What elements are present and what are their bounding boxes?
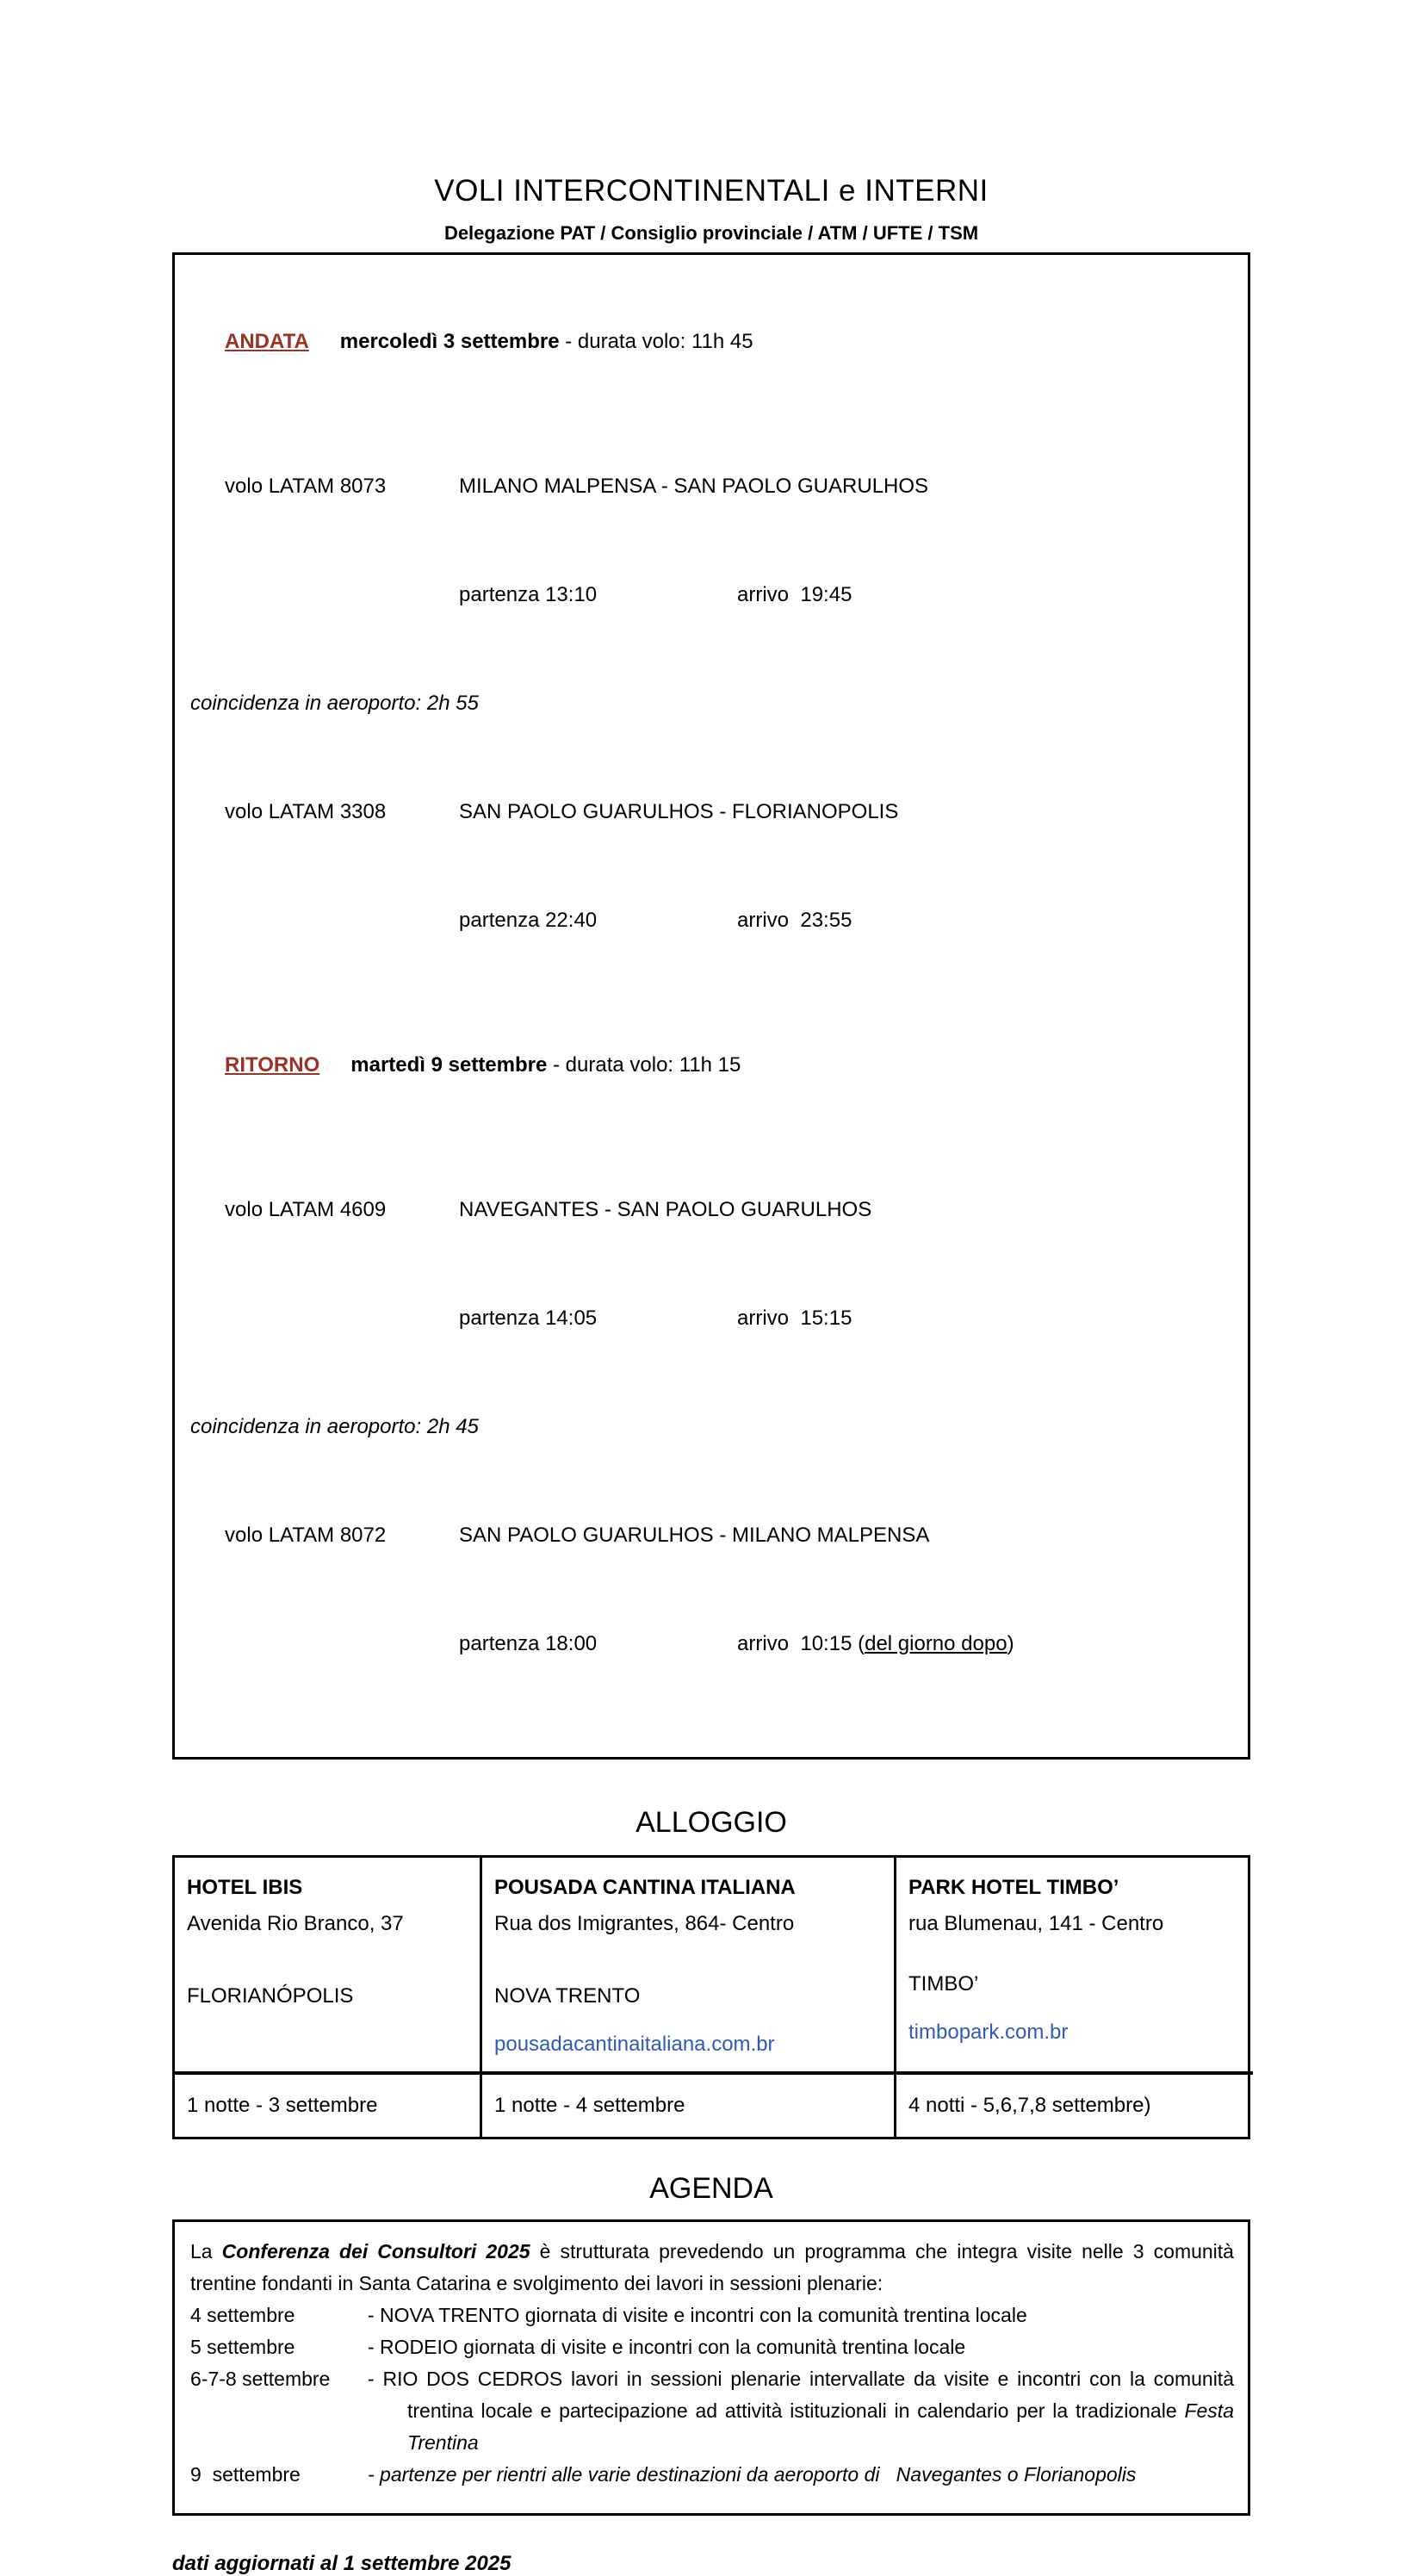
agenda-item-text-main: - RIO DOS CEDROS lavori in sessioni plenarie intervallate da visite e incontri con la comunità trentina locale e partecipazione ad attività istituzionali in calendario per la tradizionale bbox=[368, 2368, 1240, 2422]
andata-leg2-route: SAN PAOLO GUARULHOS - FLORIANOPOLIS bbox=[459, 800, 899, 823]
andata-leg1-route-line bbox=[190, 432, 1235, 541]
ritorno-leg2-flight-number: volo LATAM 8072 bbox=[225, 1524, 387, 1547]
spacer bbox=[187, 2014, 471, 2027]
ritorno-leg1-arrival-time: arrivo 15:15 bbox=[737, 1307, 852, 1330]
hotel-cell-timbo bbox=[896, 1858, 1253, 2075]
spacer bbox=[494, 2014, 885, 2027]
hotel-address: Rua dos Imigrantes, 864- Centro bbox=[494, 1912, 795, 1935]
agenda-box bbox=[172, 2219, 1250, 2516]
ritorno-layover-note: coincidenza in aeroporto: 2h 45 bbox=[190, 1415, 479, 1438]
agenda-item-date: 6-7-8 settembre bbox=[190, 2368, 331, 2390]
page-subtitle: Delegazione PAT / Consiglio provinciale / ATM / UFTE / TSM bbox=[443, 222, 979, 244]
ritorno-leg2-departure-time: partenza 18:00 bbox=[459, 1632, 598, 1655]
agenda-item-6-7-8-settembre bbox=[190, 2363, 1240, 2459]
spacer bbox=[908, 1942, 1244, 1966]
ritorno-leg2-note-close: ) bbox=[1007, 1632, 1014, 1655]
andata-layover-note: coincidenza in aeroporto: 2h 55 bbox=[190, 692, 479, 715]
hotel-city: TIMBO’ bbox=[908, 1972, 979, 1996]
andata-header bbox=[190, 288, 1235, 396]
ritorno-leg2-route-line bbox=[190, 1481, 1235, 1590]
andata-leg1-departure-time: partenza 13:10 bbox=[459, 583, 598, 606]
agenda-conference-title: Conferenza dei Consultori 2025 bbox=[221, 2240, 530, 2263]
updated-date-note: dati aggiornati al 1 settembre 2025 bbox=[172, 2552, 512, 2575]
andata-duration: - durata volo: 11h 45 bbox=[559, 330, 753, 353]
agenda-item-5-settembre bbox=[190, 2331, 1234, 2363]
hotel-website-link[interactable]: pousadacantinaitaliana.com.br bbox=[494, 2033, 775, 2056]
flights-box bbox=[172, 252, 1250, 1760]
andata-leg2-arrival-time: arrivo 23:55 bbox=[737, 909, 852, 932]
ritorno-duration: - durata volo: 11h 15 bbox=[547, 1053, 741, 1077]
hotel-website-row bbox=[908, 2014, 1244, 2051]
ritorno-leg1-route: NAVEGANTES - SAN PAOLO GUARULHOS bbox=[459, 1198, 872, 1221]
hotel-website-row bbox=[187, 2027, 471, 2063]
agenda-item-date: 5 settembre bbox=[190, 2336, 295, 2358]
andata-leg2-flight-number: volo LATAM 3308 bbox=[225, 800, 387, 823]
agenda-intro bbox=[190, 2236, 1234, 2300]
ritorno-leg2-route: SAN PAOLO GUARULHOS - MILANO MALPENSA bbox=[459, 1524, 930, 1547]
ritorno-leg1-times-line bbox=[190, 1264, 1235, 1373]
ritorno-leg2-next-day-note: del giorno dopo bbox=[865, 1632, 1008, 1655]
ritorno-date: martedì 9 settembre bbox=[350, 1053, 548, 1077]
hotels-table bbox=[172, 1855, 1250, 2139]
andata-leg1-flight-number: volo LATAM 8073 bbox=[225, 475, 387, 498]
ritorno-leg2-arrival-time: arrivo 10:15 ( bbox=[737, 1632, 865, 1655]
agenda-festa-trentina: Festa Trentina bbox=[407, 2399, 1240, 2454]
alloggio-heading: ALLOGGIO bbox=[636, 1806, 787, 1839]
spacer bbox=[494, 1942, 885, 1978]
andata-label: ANDATA bbox=[225, 330, 309, 353]
andata-leg2-departure-time: partenza 22:40 bbox=[459, 909, 598, 932]
agenda-item-text bbox=[368, 2363, 1240, 2459]
agenda-item-date: 9 settembre bbox=[190, 2463, 301, 2486]
hotel-name: PARK HOTEL TIMBO’ bbox=[908, 1876, 1119, 1899]
hotel-address: Avenida Rio Branco, 37 bbox=[187, 1912, 404, 1935]
ritorno-leg1-flight-number: volo LATAM 4609 bbox=[225, 1198, 387, 1221]
hotel-cell-pousada bbox=[482, 1858, 896, 2075]
hotel-name: HOTEL IBIS bbox=[187, 1876, 303, 1899]
andata-leg1-arrival-time: arrivo 19:45 bbox=[737, 583, 852, 606]
hotel-nights-ibis: 1 notte - 3 settembre bbox=[175, 2075, 482, 2137]
ritorno-label: RITORNO bbox=[225, 1053, 320, 1077]
agenda-item-text: - RODEIO giornata di visite e incontri con la comunità trentina locale bbox=[368, 2336, 966, 2358]
spacer bbox=[908, 2002, 1244, 2014]
hotel-website-link[interactable]: timbopark.com.br bbox=[908, 2020, 1069, 2044]
hotel-address: rua Blumenau, 141 - Centro bbox=[908, 1912, 1164, 1935]
andata-leg1-times-line bbox=[190, 541, 1235, 649]
andata-leg2-route-line bbox=[190, 758, 1235, 866]
agenda-item-date: 4 settembre bbox=[190, 2304, 295, 2326]
agenda-intro-rest: è strutturata prevedendo un programma che integra visite nelle 3 comunità trentine fondanti in Santa Catarina e svolgimento dei lavori in sessioni plenarie: bbox=[190, 2240, 1234, 2294]
ritorno-header bbox=[190, 1011, 1235, 1120]
agenda-intro-prefix: La bbox=[190, 2240, 222, 2263]
agenda-item-text: - NOVA TRENTO giornata di visite e incontri con la comunità trentina locale bbox=[368, 2304, 1027, 2326]
agenda-heading: AGENDA bbox=[649, 2172, 773, 2205]
spacer bbox=[187, 1942, 471, 1978]
ritorno-leg1-departure-time: partenza 14:05 bbox=[459, 1307, 598, 1330]
andata-leg2-times-line bbox=[190, 866, 1235, 975]
andata-leg1-route: MILANO MALPENSA - SAN PAOLO GUARULHOS bbox=[459, 475, 929, 498]
andata-date: mercoledì 3 settembre bbox=[339, 330, 560, 353]
ritorno-leg1-route-line bbox=[190, 1156, 1235, 1264]
agenda-item-9-settembre bbox=[190, 2459, 1234, 2491]
hotel-nights-pousada: 1 notte - 4 settembre bbox=[482, 2075, 896, 2137]
page-title: VOLI INTERCONTINENTALI e INTERNI bbox=[434, 174, 989, 208]
ritorno-leg2-times-line bbox=[190, 1590, 1235, 1698]
hotel-cell-ibis bbox=[175, 1858, 482, 2075]
hotel-city: NOVA TRENTO bbox=[494, 1984, 641, 2008]
hotel-name: POUSADA CANTINA ITALIANA bbox=[494, 1876, 796, 1899]
hotel-city: FLORIANÓPOLIS bbox=[187, 1984, 354, 2008]
agenda-item-text: - partenze per rientri alle varie destinazioni da aeroporto di Navegantes o Florianopolis bbox=[368, 2463, 1137, 2486]
hotel-nights-timbo: 4 notti - 5,6,7,8 settembre) bbox=[908, 2094, 1151, 2117]
hotel-website-row bbox=[494, 2027, 885, 2063]
agenda-item-4-settembre bbox=[190, 2300, 1234, 2331]
